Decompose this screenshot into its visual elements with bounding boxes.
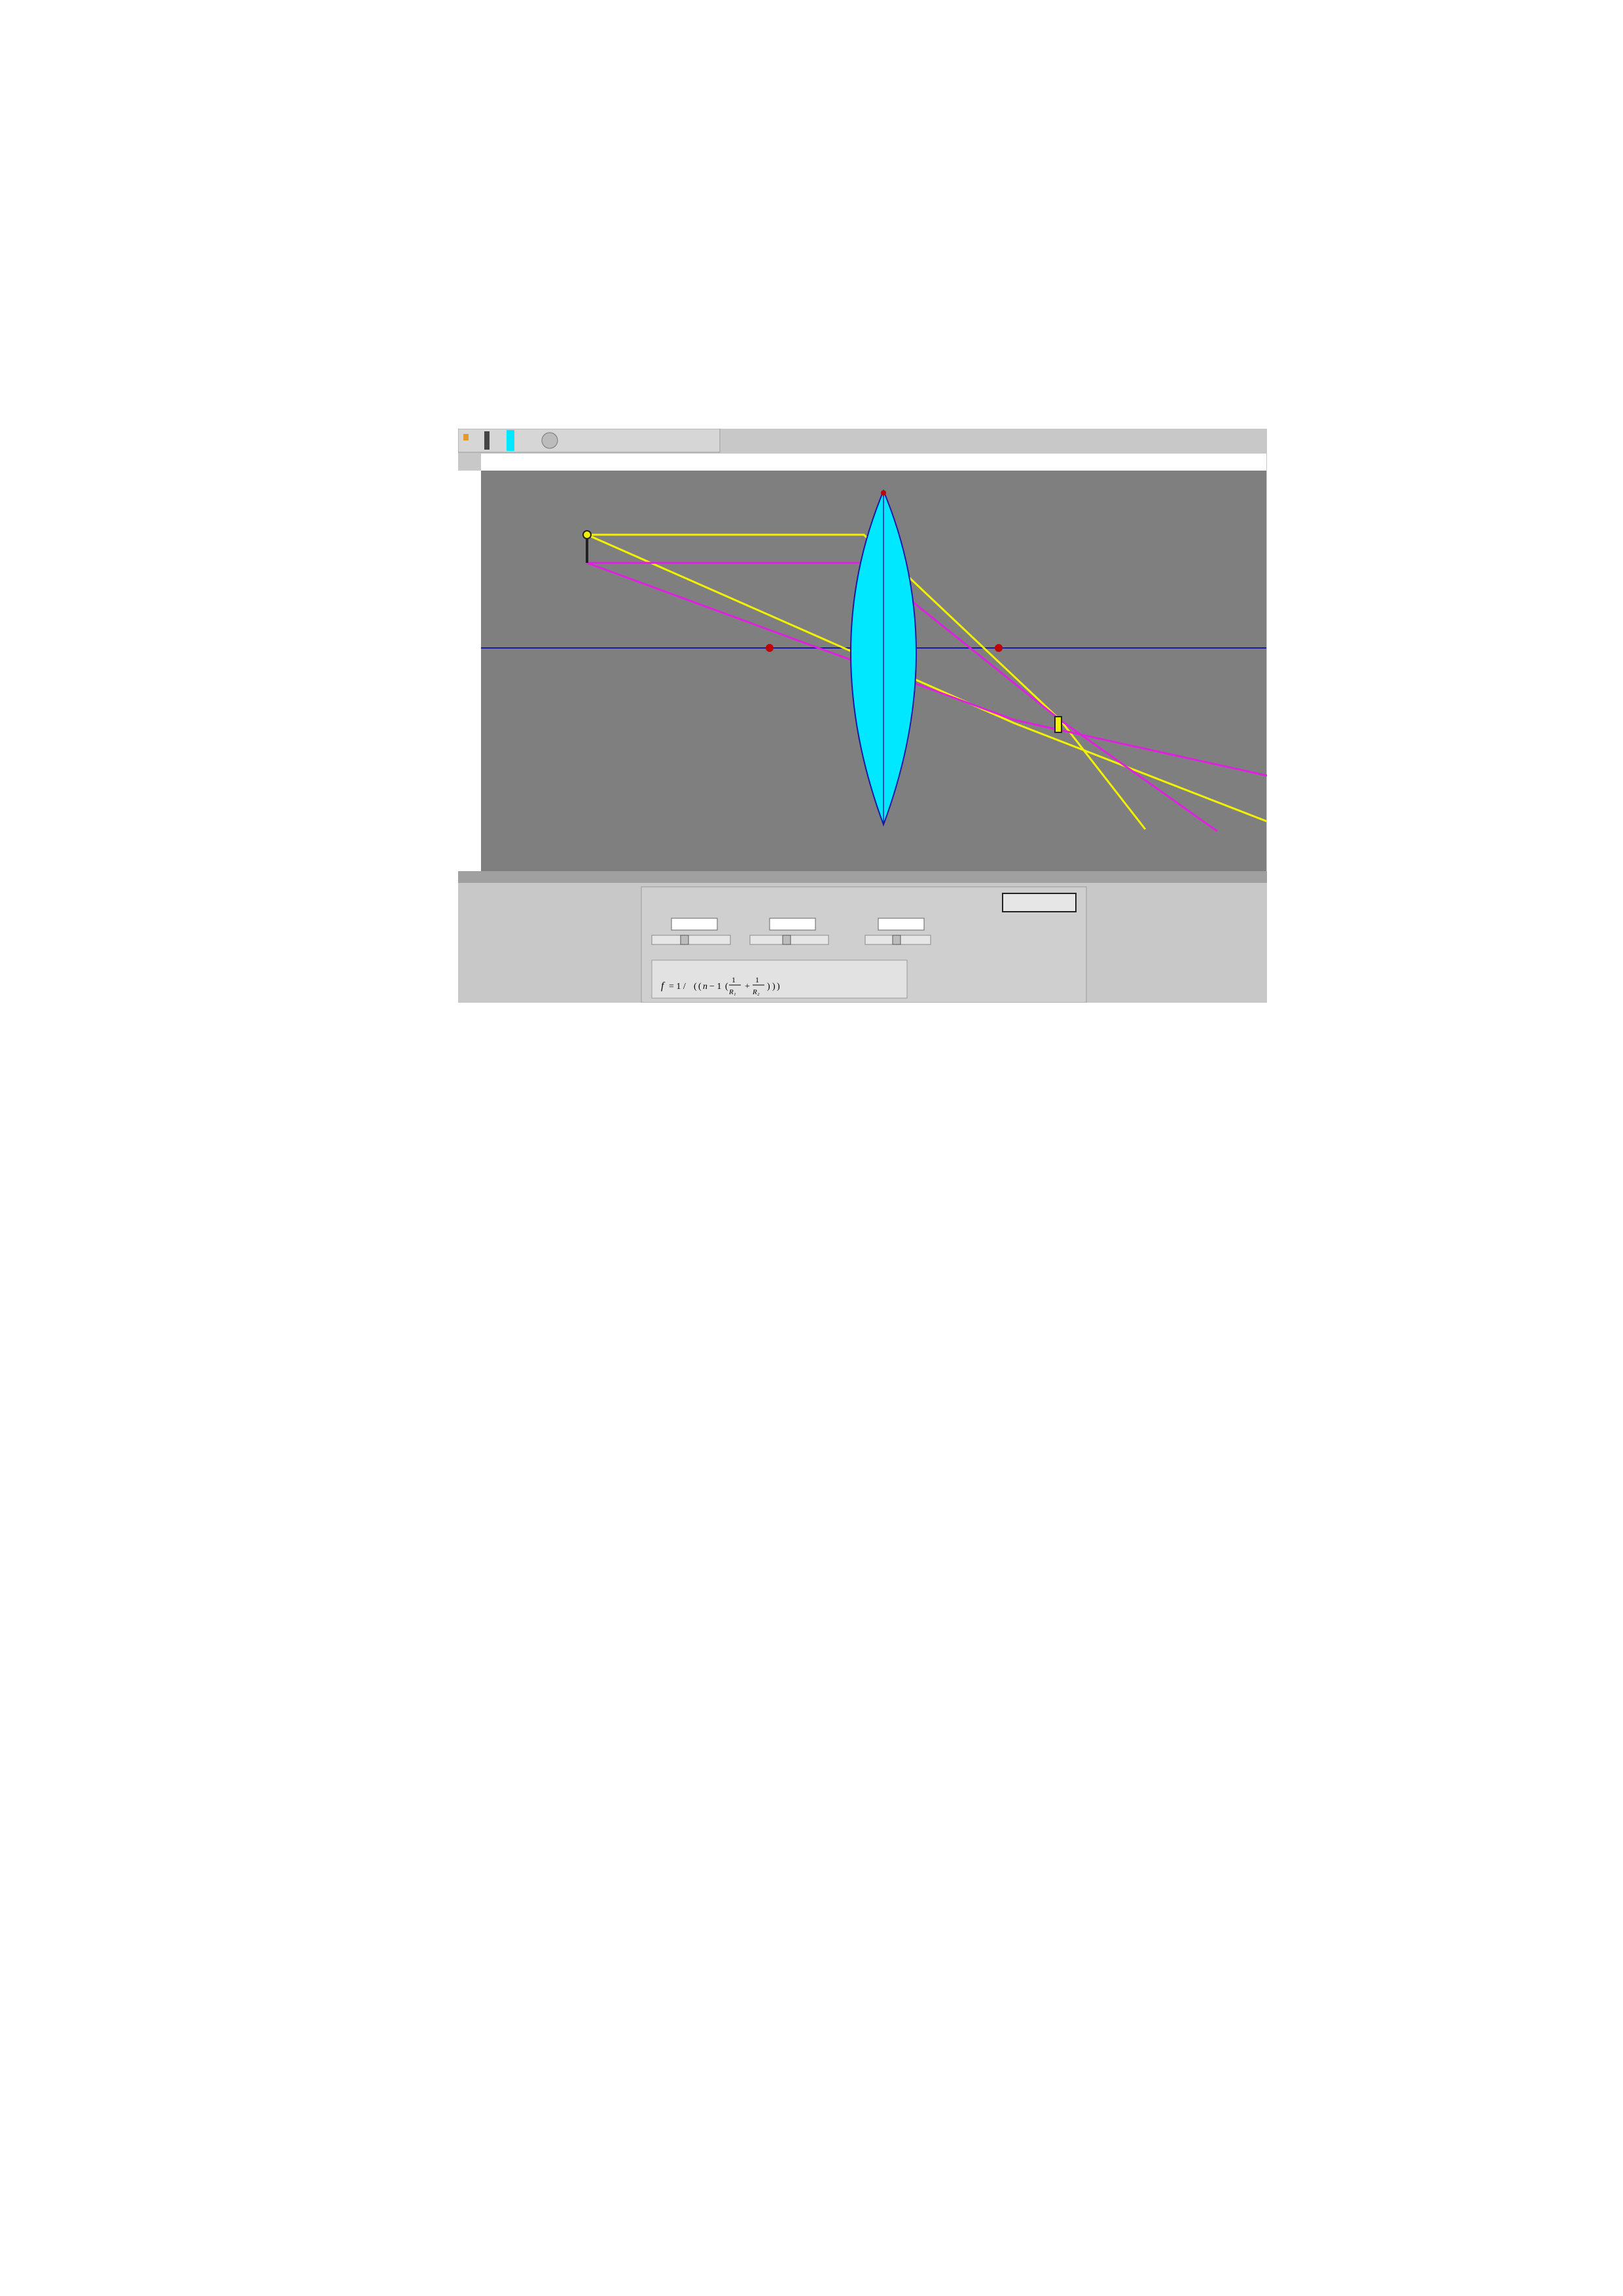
svg-text:f: f [661, 980, 664, 992]
status-bar [458, 871, 1267, 883]
toolbar-candle-icon[interactable] [484, 431, 490, 450]
svg-text:(: ( [698, 982, 702, 992]
focus-point-left [766, 644, 774, 652]
left-ruler [458, 471, 481, 871]
svg-text:− 1: − 1 [709, 982, 722, 992]
top-ruler [481, 454, 1266, 471]
figure-optical-bench [458, 429, 1267, 1003]
field3-slider-thumb[interactable] [893, 935, 901, 944]
svg-text:1: 1 [755, 975, 759, 984]
svg-text:1: 1 [732, 975, 736, 984]
focus-box [652, 960, 907, 998]
svg-text:(: ( [725, 982, 728, 992]
build-button[interactable] [1003, 893, 1076, 912]
field2-slider-thumb[interactable] [783, 935, 791, 944]
field3-input[interactable] [878, 918, 924, 930]
svg-text:): ) [777, 982, 780, 992]
svg-text:R₁: R₁ [729, 988, 736, 996]
field1-slider-thumb[interactable] [681, 935, 688, 944]
svg-text:(: ( [694, 982, 697, 992]
focus-point-right [995, 644, 1003, 652]
svg-text:= 1 /: = 1 / [669, 982, 686, 992]
object-source[interactable] [583, 531, 591, 539]
field1-slider[interactable] [652, 935, 730, 944]
toolbar-mirror-icon[interactable] [542, 433, 558, 448]
toolbar [458, 429, 720, 452]
svg-text:+: + [745, 982, 750, 992]
toolbar-lens-icon[interactable] [507, 430, 514, 451]
image-marker [1055, 717, 1061, 732]
svg-text:R₂: R₂ [753, 988, 760, 996]
svg-text:): ) [767, 982, 770, 992]
field1-input[interactable] [671, 918, 717, 930]
optical-bench-screenshot [458, 429, 1267, 1003]
toolbar-tool-icon[interactable] [463, 434, 469, 440]
svg-text:): ) [772, 982, 776, 992]
svg-text:n: n [703, 982, 707, 992]
lens-handle[interactable] [881, 490, 886, 495]
field2-input[interactable] [770, 918, 815, 930]
